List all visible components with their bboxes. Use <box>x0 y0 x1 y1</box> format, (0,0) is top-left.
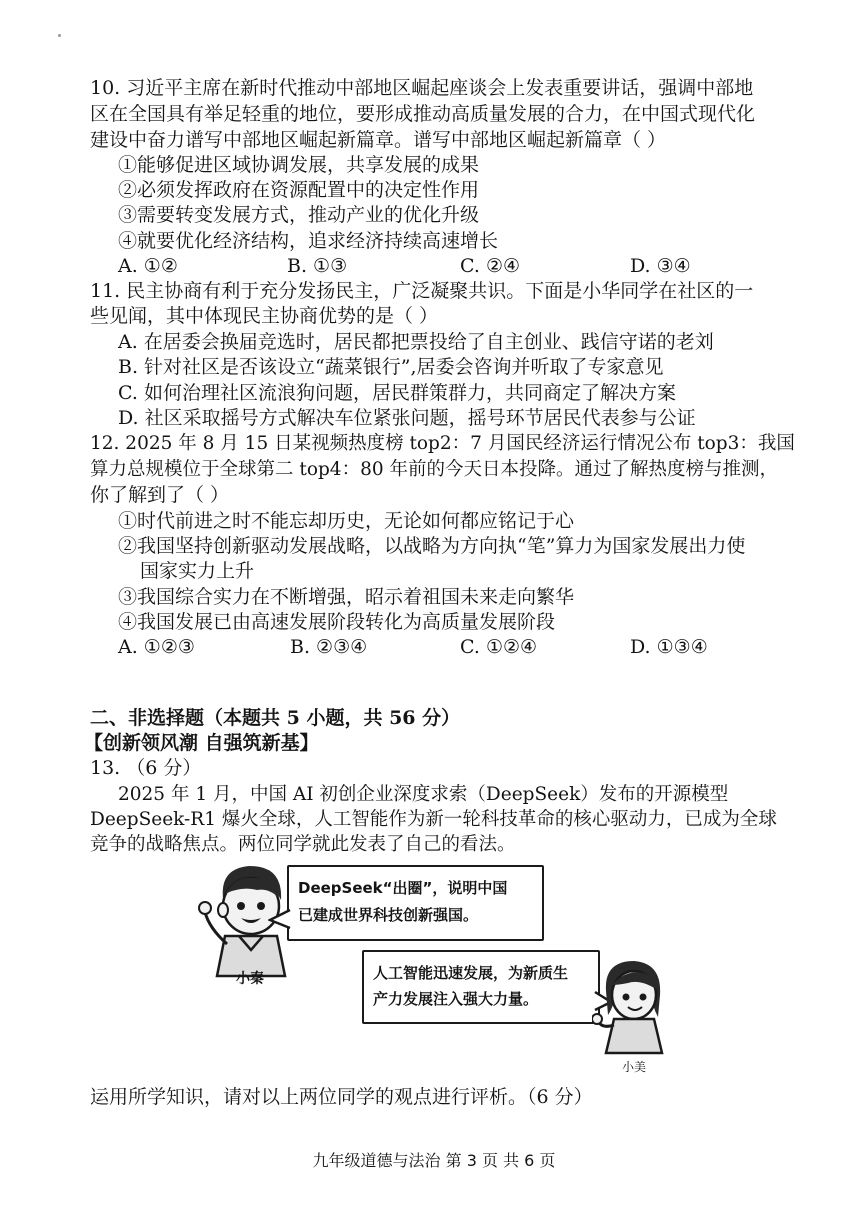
q13-header: 13. （6 分） <box>90 757 202 779</box>
q12-item-2: ②我国坚持创新驱动发展战略，以战略为方向执“笔”算力为国家发展出力使 <box>118 535 746 557</box>
q10-option-a: A. ①② <box>118 255 178 277</box>
q12-option-b: B. ②③④ <box>290 636 368 658</box>
bubble-2-line-1: 人工智能迅速发展，为新质生 <box>373 964 569 982</box>
q12-stem-line-1: 12. 2025 年 8 月 15 日某视频热度榜 top2：7 月国民经济运行情况公布 top3：我国 <box>90 433 795 454</box>
student-2-name: 小美 <box>622 1060 647 1074</box>
q11-option-c: C. 如何治理社区流浪狗问题，居民群策群力，共同商定了解决方案 <box>118 382 676 404</box>
q12-stem-line-2: 算力总规模位于全球第二 top4：80 年前的今天日本投降。通过了解热度榜与推测， <box>90 459 778 480</box>
bubble-1-line-2: 已建成世界科技创新强国。 <box>298 906 479 924</box>
girl-illustration <box>592 955 672 1055</box>
bubble-2-line-2: 产力发展注入强大力量。 <box>373 990 539 1008</box>
scan-speck <box>58 34 61 37</box>
q12-item-2-cont: 国家实力上升 <box>140 560 255 582</box>
q10-item-4: ④就要优化经济结构，追求经济持续高速增长 <box>118 230 499 252</box>
q13-para-line-2: DeepSeek-R1 爆火全球，人工智能作为新一轮科技革命的核心驱动力，已成为全球 <box>90 809 777 830</box>
q12-option-a: A. ①②③ <box>118 636 195 658</box>
section-2-title: 二、非选择题（本题共 5 小题，共 56 分） <box>90 707 461 729</box>
q11-option-d: D. 社区采取摇号方式解决车位紧张问题，摇号环节居民代表参与公证 <box>118 407 696 429</box>
q12-item-3: ③我国综合实力在不断增强，昭示着祖国未来走向繁华 <box>118 586 575 608</box>
q10-option-c: C. ②④ <box>460 255 521 277</box>
q12-stem-line-3: 你了解到了（ ） <box>90 484 230 506</box>
q12-option-c: C. ①②④ <box>460 636 538 658</box>
q10-item-3: ③需要转变发展方式，推动产业的优化升级 <box>118 204 480 226</box>
section-2-theme: 【创新领风潮 自强筑新基】 <box>84 732 319 754</box>
q11-option-a: A. 在居委会换届竞选时，居民都把票投给了自主创业、践信守诺的老刘 <box>118 331 714 353</box>
q11-stem-line-2: 些见闻，其中体现民主协商优势的是（ ） <box>90 305 439 327</box>
q12-item-1: ①时代前进之时不能忘却历史，无论如何都应铭记于心 <box>118 510 575 532</box>
q12-option-d: D. ①③④ <box>630 636 708 658</box>
page-footer: 九年级道德与法治 第 3 页 共 6 页 <box>312 1151 556 1170</box>
q10-option-d: D. ③④ <box>630 255 691 277</box>
q10-option-b: B. ①③ <box>287 255 348 277</box>
q12-item-4: ④我国发展已由高速发展阶段转化为高质量发展阶段 <box>118 611 556 633</box>
q10-stem-line-2: 区在全国具有举足轻重的地位，要形成推动高质量发展的合力，在中国式现代化 <box>90 103 756 125</box>
q13-para-line-3: 竞争的战略焦点。两位同学就此发表了自己的看法。 <box>90 834 516 855</box>
q10-item-2: ②必须发挥政府在资源配置中的决定性作用 <box>118 179 480 201</box>
q10-stem-line-3: 建设中奋力谱写中部地区崛起新篇章。谱写中部地区崛起新篇章（ ） <box>90 129 667 151</box>
q13-para-line-1: 2025 年 1 月，中国 AI 初创企业深度求索（DeepSeek）发布的开源模型 <box>118 784 729 805</box>
speech-bubble-2 <box>362 950 600 1024</box>
q13-question: 运用所学知识，请对以上两位同学的观点进行评析。（6 分） <box>90 1086 593 1108</box>
q11-option-b: B. 针对社区是否该设立“蔬菜银行”,居委会咨询并听取了专家意见 <box>118 356 664 378</box>
bubble-1-line-1: DeepSeek“出圈”，说明中国 <box>298 879 508 897</box>
q10-item-1: ①能够促进区域协调发展，共享发展的成果 <box>118 154 480 176</box>
q10-stem-line-1: 10. 习近平主席在新时代推动中部地区崛起座谈会上发表重要讲话，强调中部地 <box>90 77 754 99</box>
student-1-name: 小秦 <box>236 971 264 987</box>
speech-bubble-1 <box>287 865 544 941</box>
bubble-1-tail <box>268 908 292 930</box>
q11-stem-line-1: 11. 民主协商有利于充分发扬民主，广泛凝聚共识。下面是小华同学在社区的一 <box>90 280 754 302</box>
